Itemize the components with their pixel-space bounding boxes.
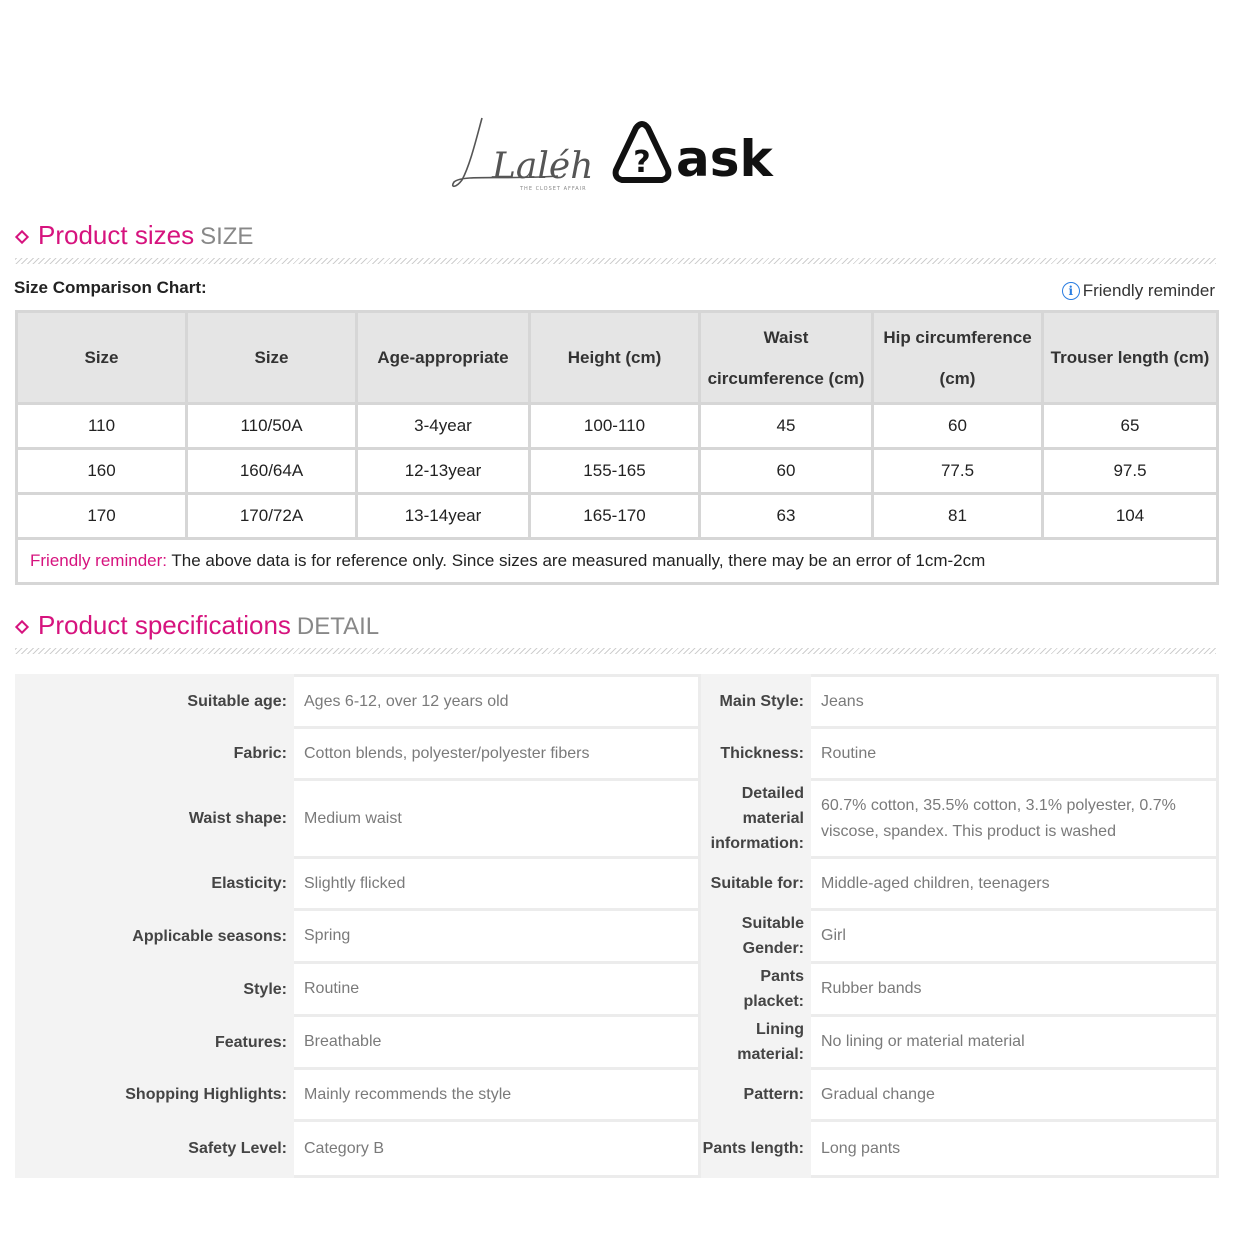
spec-key: Pattern: bbox=[700, 1069, 810, 1121]
spec-row bbox=[17, 728, 1218, 780]
spec-value: Routine bbox=[810, 728, 1218, 780]
diamond-icon bbox=[15, 230, 29, 244]
spec-table bbox=[15, 674, 1219, 1178]
spec-value: Middle-aged children, teenagers bbox=[810, 858, 1218, 910]
table-cell: 12-13year bbox=[357, 449, 530, 494]
header-trouser-length: Trouser length (cm) bbox=[1043, 312, 1218, 404]
spec-row bbox=[17, 780, 1218, 858]
spec-row bbox=[17, 1069, 1218, 1121]
spec-value: Girl bbox=[810, 910, 1218, 963]
spec-value: Routine bbox=[293, 963, 700, 1016]
spec-key: Applicable seasons: bbox=[17, 910, 293, 963]
diamond-icon bbox=[15, 620, 29, 634]
size-note-text: The above data is for reference only. Since sizes are measured manually, there may be an error of 1cm-2cm bbox=[167, 551, 986, 570]
table-cell: 3-4year bbox=[357, 404, 530, 449]
size-note bbox=[17, 539, 1218, 584]
section-title-specs: Product specifications DETAIL bbox=[38, 610, 380, 640]
spec-key: Safety Level: bbox=[17, 1121, 293, 1177]
table-header-row bbox=[17, 312, 1218, 404]
table-cell: 81 bbox=[873, 494, 1043, 539]
spec-key: Thickness: bbox=[700, 728, 810, 780]
section-title-sizes: Product sizes SIZE bbox=[38, 220, 254, 250]
table-cell: 170 bbox=[17, 494, 187, 539]
script-logo bbox=[453, 118, 594, 192]
table-cell: 60 bbox=[700, 449, 873, 494]
header-hip: Hip circumference (cm) bbox=[873, 312, 1043, 404]
table-cell: 100-110 bbox=[530, 404, 700, 449]
table-cell: 155-165 bbox=[530, 449, 700, 494]
script-logo-text: Laléh bbox=[492, 146, 594, 187]
spec-value: Slightly flicked bbox=[293, 858, 700, 910]
table-cell: 60 bbox=[873, 404, 1043, 449]
size-note-label: Friendly reminder: bbox=[30, 551, 167, 570]
table-cell: 110 bbox=[17, 404, 187, 449]
table-cell: 160 bbox=[17, 449, 187, 494]
spec-key: Fabric: bbox=[17, 728, 293, 780]
spec-key: Main Style: bbox=[700, 676, 810, 728]
dashed-divider bbox=[15, 258, 1216, 264]
section-title-specs-en: DETAIL bbox=[296, 613, 380, 640]
spec-key: Suitable Gender: bbox=[700, 910, 810, 963]
header-size-code: Size bbox=[187, 312, 357, 404]
spec-value: Spring bbox=[293, 910, 700, 963]
spec-value: Category B bbox=[293, 1121, 700, 1177]
dashed-divider bbox=[15, 648, 1216, 654]
table-cell: 45 bbox=[700, 404, 873, 449]
spec-key: Suitable age: bbox=[17, 676, 293, 728]
spec-value: Ages 6-12, over 12 years old bbox=[293, 676, 700, 728]
brand-logo bbox=[448, 110, 808, 200]
table-cell: 13-14year bbox=[357, 494, 530, 539]
table-cell: 110/50A bbox=[187, 404, 357, 449]
spec-key: Elasticity: bbox=[17, 858, 293, 910]
table-cell: 165-170 bbox=[530, 494, 700, 539]
table-row bbox=[17, 494, 1218, 539]
script-logo-tagline: THE CLOSET AFFAIR bbox=[520, 186, 587, 192]
header-height: Height (cm) bbox=[530, 312, 700, 404]
ask-logo-text: ask bbox=[676, 130, 773, 188]
friendly-reminder-label: Friendly reminder bbox=[1082, 281, 1215, 300]
spec-value: Breathable bbox=[293, 1016, 700, 1069]
spec-key: Detailed material information: bbox=[700, 780, 810, 858]
table-cell: 160/64A bbox=[187, 449, 357, 494]
spec-key: Shopping Highlights: bbox=[17, 1069, 293, 1121]
spec-value: 60.7% cotton, 35.5% cotton, 3.1% polyester, 0.7% viscose, spandex. This product is washed bbox=[810, 780, 1218, 858]
spec-key: Suitable for: bbox=[700, 858, 810, 910]
ask-logo bbox=[616, 124, 775, 188]
section-title-sizes-en: SIZE bbox=[200, 223, 254, 250]
spec-value: Mainly recommends the style bbox=[293, 1069, 700, 1121]
spec-value: Medium waist bbox=[293, 780, 700, 858]
section-header-specs bbox=[15, 612, 1216, 642]
table-cell: 170/72A bbox=[187, 494, 357, 539]
info-icon: i bbox=[1062, 282, 1080, 300]
spec-value: Gradual change bbox=[810, 1069, 1218, 1121]
spec-key: Style: bbox=[17, 963, 293, 1016]
table-note-row bbox=[17, 539, 1218, 584]
spec-row bbox=[17, 676, 1218, 728]
header-age: Age-appropriate bbox=[357, 312, 530, 404]
table-cell: 104 bbox=[1043, 494, 1218, 539]
spec-value: Cotton blends, polyester/polyester fibers bbox=[293, 728, 700, 780]
spec-value: No lining or material material bbox=[810, 1016, 1218, 1069]
spec-value: Jeans bbox=[810, 676, 1218, 728]
table-cell: 63 bbox=[700, 494, 873, 539]
spec-row bbox=[17, 1121, 1218, 1177]
table-row bbox=[17, 449, 1218, 494]
table-cell: 77.5 bbox=[873, 449, 1043, 494]
spec-key: Pants length: bbox=[700, 1121, 810, 1177]
size-chart-label: Size Comparison Chart: bbox=[14, 278, 207, 297]
spec-key: Pants placket: bbox=[700, 963, 810, 1016]
spec-row bbox=[17, 963, 1218, 1016]
question-mark-icon: ? bbox=[633, 145, 651, 180]
friendly-reminder-link[interactable] bbox=[1062, 281, 1215, 301]
table-row bbox=[17, 404, 1218, 449]
spec-value: Rubber bands bbox=[810, 963, 1218, 1016]
spec-key: Lining material: bbox=[700, 1016, 810, 1069]
brand-logo-graphic bbox=[448, 110, 808, 200]
header-size: Size bbox=[17, 312, 187, 404]
spec-key: Waist shape: bbox=[17, 780, 293, 858]
header-waist: Waist circumference (cm) bbox=[700, 312, 873, 404]
spec-row bbox=[17, 858, 1218, 910]
spec-row bbox=[17, 910, 1218, 963]
section-header-sizes bbox=[15, 222, 1216, 252]
spec-row bbox=[17, 1016, 1218, 1069]
spec-key: Features: bbox=[17, 1016, 293, 1069]
spec-value: Long pants bbox=[810, 1121, 1218, 1177]
size-comparison-table bbox=[15, 310, 1219, 585]
table-cell: 97.5 bbox=[1043, 449, 1218, 494]
table-cell: 65 bbox=[1043, 404, 1218, 449]
